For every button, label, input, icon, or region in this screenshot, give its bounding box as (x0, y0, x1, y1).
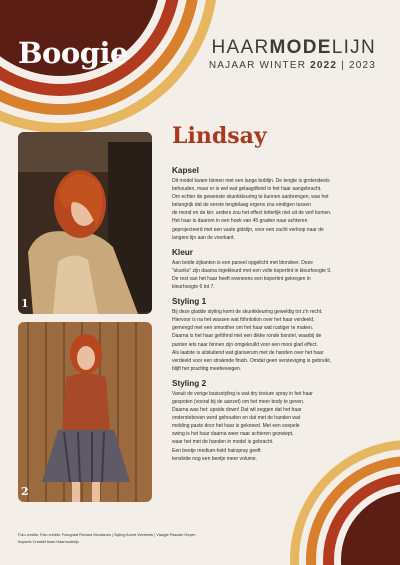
magazine-title: HAARMODELIJN (211, 37, 376, 58)
section-styling-2 (172, 379, 382, 463)
photo-2 (18, 322, 152, 502)
photo-1 (18, 132, 152, 314)
model-photo-skirt-icon (18, 322, 152, 502)
section-title: Kleur (172, 247, 193, 257)
section-text: Aan beide zijkanten is een paneel opgelicht met blondeer. Deze "skunks" zijn daarna ingekleurd met een volle kopertint in kleurhoogte 9. De rest van het haar heeft eveneens een kopertint gekregen in kleurhoogte 6 tot 7. (172, 259, 332, 291)
section-title: Kapsel (172, 166, 199, 175)
article-content (172, 166, 382, 469)
section-title: Styling 2 (172, 378, 207, 388)
section-title: Styling 1 (172, 297, 207, 307)
photo-number: 2 (21, 485, 29, 498)
photo-number: 1 (21, 297, 29, 310)
section-styling-1 (172, 297, 382, 373)
model-photo-fur-coat-icon (18, 132, 152, 314)
section-text: Bij deze gladde styling komt de skunkkleuring geweldig tot z'n recht. Hiervoor is na het wassen wat föhnlotion over het haar verdeeld, gemengd met een smoother om het haar wat rustiger te maken. Daarna is het haar geföhnd met een dikke ronde borstel, waarbij de punten iets naar binnen zijn omgekrulld voor een mooi glad effect. Als laatste is uitsluitend wat glanserum met de handen over het haar verdeeld voor een stralende finish. Omdat geen versteviging is gebruikt, blijft het prachtig meebewegen. (172, 309, 331, 372)
section-kapsel (172, 166, 382, 242)
section-kleur (172, 248, 382, 291)
model-name: Lindsay (172, 123, 267, 149)
photo-credits: Foto credits: Foto credits: Fotograaf Richard Monsieurs | Styling Annet Veerbeek | Visagie Pascale Oeyen Kapsels Creatief team Haarmodelijn (18, 533, 196, 544)
magazine-header (209, 38, 376, 71)
brand-logo: Boogie (18, 36, 128, 70)
season-label: NAJAAR WINTER 2022 | 2023 (208, 60, 376, 71)
section-text: Dit model kwam binnen met een lange boblijn. De lengte is grotendeels behouden, maar er is wel wat gelaagdheid in het haar aangebracht. Om echter de gewenste skunkkleuring te kunnen aanbrengen, was het belangrijk dat de eerste lengtelaag ergens zou eindigen tussen de mond en de kin: anders zou het effect letterlijk niet uit de verf komen. Het haar is daarom in een hoek van 45 graden naar achteren geprojecteerd met een vaste gidslijn, voor een zacht verloop naar de langere lijn aan de voorkant. (172, 178, 332, 241)
section-text: Vanuit de vorige basisstyling is wat dry texture spray in het haar gespoten (vooral bij de aanzet) om het meer body te geven. Daarna was het: upside down! Dat wil zeggen dat het haar ondersteboven werd gehouden en dat met de handen wat molding paste door het haar is gekneed. Met een soepele swing is het haar daarna weer naar achteren gezwiept, waar het met de handen in model is gebracht. Een beetje medium-hold hairspray geeft tenslotte nog een beetje meer volume. (172, 390, 313, 462)
